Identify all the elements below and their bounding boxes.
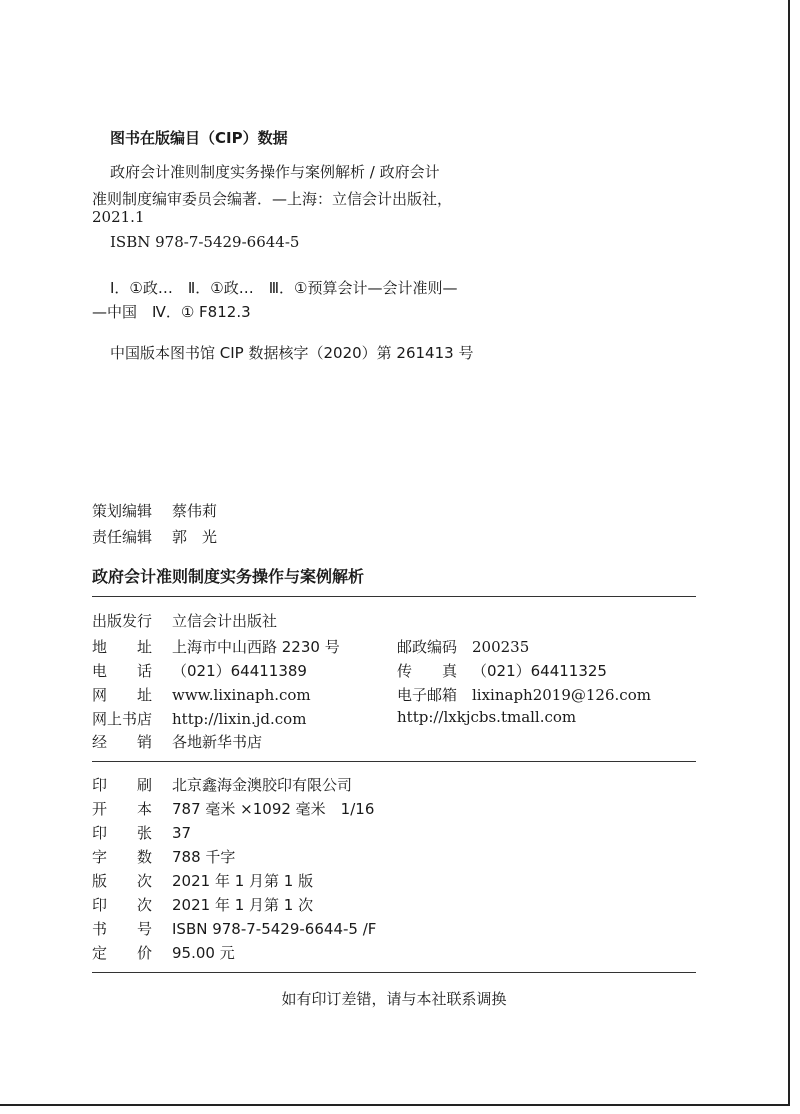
field-value: 37 <box>172 824 192 842</box>
cip-classification-1: Ⅰ．①政… Ⅱ．①政… Ⅲ．①预算会计—会计准则— <box>110 279 458 297</box>
publisher-row <box>92 610 277 631</box>
online-store-link[interactable]: http://lixin.jd.com <box>172 710 307 728</box>
online-store-link-2[interactable]: http://lxkjcbs.tmall.com <box>397 708 577 726</box>
field-label: 邮政编码 <box>397 638 458 656</box>
field-value: 立信会计出版社 <box>172 612 278 630</box>
publisher-row <box>92 684 311 705</box>
cip-record-number: 中国版本图书馆 CIP 数据核字（2020）第 261413 号 <box>110 344 474 362</box>
field-label: 版 次 <box>92 872 153 890</box>
field-value: 200235 <box>472 638 530 656</box>
field-label: 印 张 <box>92 824 153 842</box>
field-label: 地 址 <box>92 638 153 656</box>
website-link[interactable]: www.lixinaph.com <box>172 686 311 704</box>
field-label: 电子邮箱 <box>397 686 458 704</box>
book-title: 政府会计准则制度实务操作与案例解析 <box>92 567 365 586</box>
field-value: 上海市中山西路 2230 号 <box>172 638 340 656</box>
cip-line-2: 准则制度编审委员会编著．—上海：立信会计出版社， <box>92 190 453 208</box>
field-label: 印 刷 <box>92 776 153 794</box>
field-label: 印 次 <box>92 896 153 914</box>
field-value: 95.00 元 <box>172 944 235 962</box>
field-value: （021）64411325 <box>472 662 607 680</box>
field-label: 字 数 <box>92 848 153 866</box>
field-label: 书 号 <box>92 920 153 938</box>
field-label: 网上书店 <box>92 710 153 728</box>
field-value: 788 千字 <box>172 848 236 866</box>
print-row <box>92 846 235 867</box>
publisher-row <box>92 708 306 729</box>
publisher-row <box>92 636 340 657</box>
field-value: 各地新华书店 <box>172 733 263 751</box>
field-label: 出版发行 <box>92 612 153 630</box>
errata-notice: 如有印订差错，请与本社联系调换 <box>281 990 507 1008</box>
staff-value: 郭 光 <box>172 528 218 546</box>
publisher-row <box>92 731 262 752</box>
staff-row-planning-editor <box>92 500 217 521</box>
field-value: （021）64411389 <box>172 662 307 680</box>
divider <box>92 761 696 762</box>
print-row <box>92 870 313 891</box>
field-value: ISBN 978-7-5429-6644-5 /F <box>172 920 377 938</box>
field-value: 787 毫米 ×1092 毫米 1/16 <box>172 800 375 818</box>
cip-title: 图书在版编目（CIP）数据 <box>110 129 288 147</box>
staff-label: 责任编辑 <box>92 528 153 546</box>
cip-classification-2: —中国 Ⅳ．① F812.3 <box>92 303 251 321</box>
publisher-row <box>92 660 307 681</box>
staff-label: 策划编辑 <box>92 502 153 520</box>
field-label: 定 价 <box>92 944 153 962</box>
cip-isbn: ISBN 978-7-5429-6644-5 <box>110 233 300 251</box>
publisher-row-right <box>397 684 651 705</box>
cip-line-3: 2021.1 <box>92 208 145 226</box>
staff-row-responsible-editor <box>92 526 217 547</box>
print-row <box>92 918 376 939</box>
field-label: 传 真 <box>397 662 458 680</box>
print-row <box>92 894 313 915</box>
field-label: 电 话 <box>92 662 153 680</box>
field-label: 经 销 <box>92 733 153 751</box>
print-row <box>92 942 235 963</box>
field-label: 网 址 <box>92 686 153 704</box>
field-value: 2021 年 1 月第 1 次 <box>172 896 314 914</box>
publisher-row-right <box>397 660 607 681</box>
divider <box>92 972 696 973</box>
print-row <box>92 774 352 795</box>
staff-value: 蔡伟莉 <box>172 502 218 520</box>
email-link[interactable]: lixinaph2019@126.com <box>472 686 651 704</box>
publisher-row-right <box>397 636 529 657</box>
divider <box>92 596 696 597</box>
print-row <box>92 822 191 843</box>
field-value: 北京鑫海金澳胶印有限公司 <box>172 776 353 794</box>
field-label: 开 本 <box>92 800 153 818</box>
field-value: 2021 年 1 月第 1 版 <box>172 872 314 890</box>
publisher-row-right <box>397 708 576 726</box>
print-row <box>92 798 374 819</box>
cip-line-1: 政府会计准则制度实务操作与案例解析 / 政府会计 <box>110 163 440 181</box>
